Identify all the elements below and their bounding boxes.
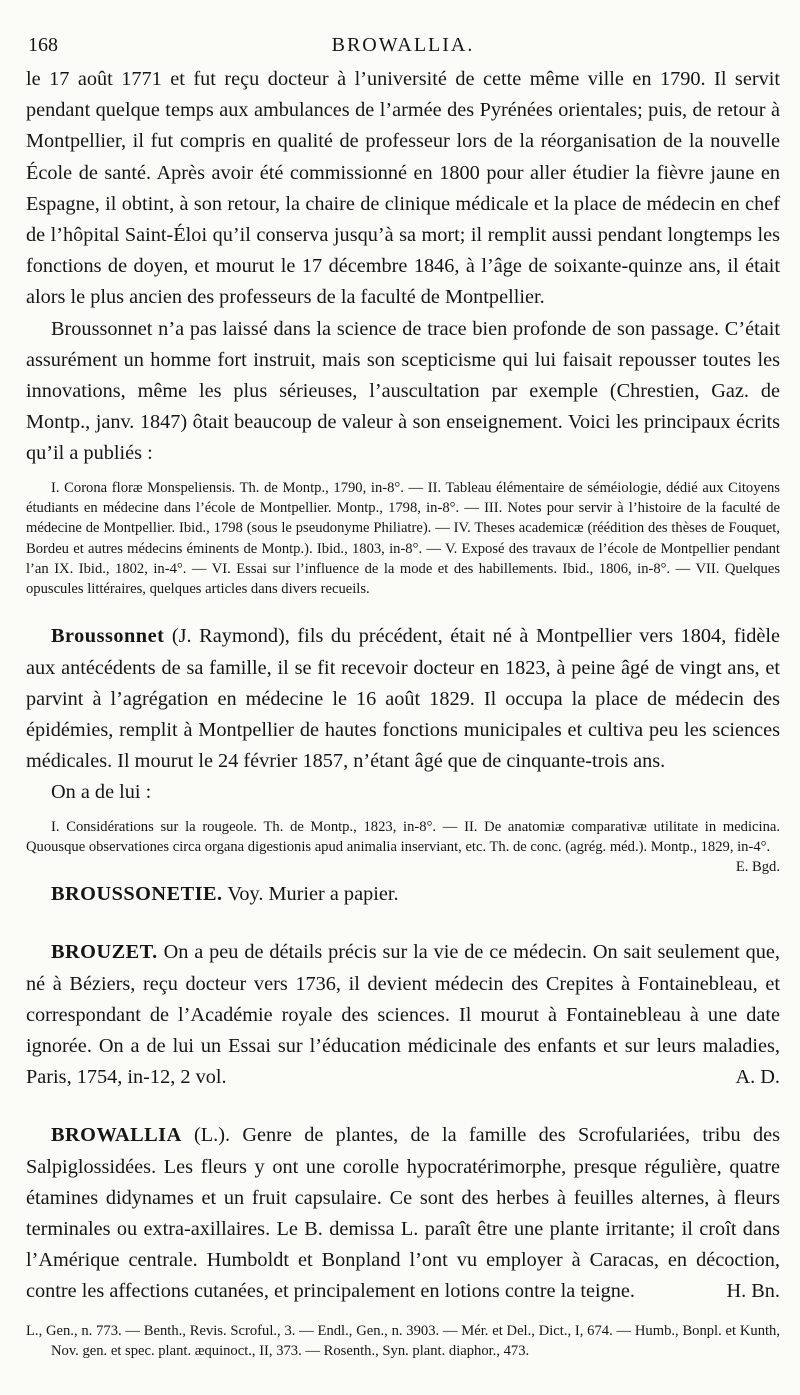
running-header (26, 30, 780, 64)
page-number: 168 (28, 34, 58, 56)
entry-broussonnet-raymond (26, 621, 780, 777)
entry-headword: BROUSSONETIE. (51, 883, 223, 906)
on-a-de-lui: On a de lui : (51, 781, 152, 804)
entry-text: (J. Raymond), fils du précédent, était né à Montpellier vers 1804, fidèle aux antécédents de sa famille, il se fit recevoir docteur en 1823, à peine âgé de vingt ans, et parvint à l’agrégation en médecine le 16 août 1829. Il occupa la place de médecin des épidémies, remplit à Montpellier de hautes fonctions municipales et cultiva peu les sciences médicales. Il mourut le 24 février 1857, n’étant âgé que de cinquante-trois ans. (26, 625, 780, 773)
signature: A. D. (735, 1066, 780, 1089)
entry-broussonetie (26, 879, 780, 910)
entry-text: On a peu de détails précis sur la vie de ce médecin. On sait seulement que, né à Béziers, reçu docteur vers 1736, il devient médecin des Crepites à Fontainebleau, et correspondant de l’Académie royale des sciences. Il mourut à Fontainebleau à une date ignorée. On a de lui un Essai sur l’éducation médicinale des enfants et sur leurs maladies, Paris, 1754, in-12, 2 vol. (26, 941, 780, 1089)
entry-headword: BROWALLIA (51, 1124, 182, 1147)
running-title: BROWALLIA. (331, 34, 475, 56)
signature: H. Bn. (726, 1280, 780, 1303)
entry-headword: BROUZET. (51, 941, 158, 964)
bibliography-text: I. Considérations sur la rougeole. Th. de Montp., 1823, in-8°. — II. De anatomiæ comparativæ utilitate in medicina. Quousque observationes circa organa digestionis apud animalia inserviant, etc. Th. de conc. (agrég. méd.). Montp., 1829, in-4°. (26, 818, 780, 855)
entry-text: (L.). Genre de plantes, de la famille des Scrofulariées, tribu des Salpiglossidées. Les fleurs y ont une corolle hypocratérimorphe, presque régulière, quatre étamines didynames et un fruit capsulaire. Ce sont des herbes à feuilles alternes, à fleurs terminales ou extra-axillaires. Le B. demissa L. paraît être une plante irritante; il croît dans l’Amérique centrale. Humboldt et Bonpland l’ont vu employer à Caracas, en décoction, contre les affections cutanées, et principalement en lotions contre la teigne. (26, 1124, 780, 1303)
bibliography-broussonnet-senior: I. Corona floræ Monspeliensis. Th. de Montp., 1790, in-8°. — II. Tableau élémentaire de séméiologie, dédié aux Citoyens étudiants en médecine dans l’école de Montpellier. Montp., 1798, in-8°. — III. Notes pour servir à l’histoire de la faculté de médecine de Montpellier. Ibid., 1798 (sous le pseudonyme Philiatre). — IV. Theses academicæ (réédition des thèses de Fouquet, Bordeu et autres médecins éminents de Montp.). Ibid., 1803, in-8°. — V. Exposé des travaux de l’école de Montpellier pendant l’an IX. Ibid., 1802, in-4°. — VI. Essai sur l’influence de la mode et des habillements. Ibid., 1806, in-8°. — VII. Quelques opuscules littéraires, quelques articles dans divers recueils. (26, 479, 780, 598)
bibliography-broussonnet-raymond (26, 817, 780, 876)
references-browallia: L., Gen., n. 773. — Benth., Revis. Scroful., 3. — Endl., Gen., n. 3903. — Mér. et Del., Dict., I, 674. — Humb., Bonpl. et Kunth, Nov. gen. et spec. plant. æquinoct., II, 373. — Rosenth., Syn. plant. diaphor., 473. (26, 1322, 780, 1359)
signature: E. Bgd. (735, 859, 780, 876)
paragraph-continuation: le 17 août 1771 et fut reçu docteur à l’université de cette même ville en 1790. Il servit pendant quelque temps aux ambulances de l’armée des Pyrénées orientales; puis, de retour à Montpellier, il fut compris en qualité de professeur lors de la réorganisation de la nouvelle École de santé. Après avoir été commissionné en 1800 pour aller étudier la fièvre jaune en Espagne, il obtint, à son retour, la chaire de clinique médicale et la place de médecin en chef de l’hôpital Saint-Éloi qu’il conserva jusqu’à sa mort; il remplit aussi pendant longtemps les fonctions de doyen, et mourut le 17 décembre 1846, à l’âge de soixante-quinze ans, il était alors le plus ancien des professeurs de la faculté de Montpellier. (26, 68, 780, 309)
entry-browallia (26, 1120, 780, 1307)
entry-brouzet (26, 937, 780, 1093)
entry-text: Voy. Murier a papier. (222, 883, 399, 906)
entry-headword: Broussonnet (51, 625, 165, 648)
paragraph-assessment: Broussonnet n’a pas laissé dans la science de trace bien profonde de son passage. C’était assurément un homme fort instruit, mais son scepticisme qui lui faisait repousser toutes les innovations, même les plus sérieuses, l’auscultation par exemple (Chrestien, Gaz. de Montp., janv. 1847) ôtait beaucoup de valeur à son enseignement. Voici les principaux écrits qu’il a publiés : (26, 317, 780, 465)
